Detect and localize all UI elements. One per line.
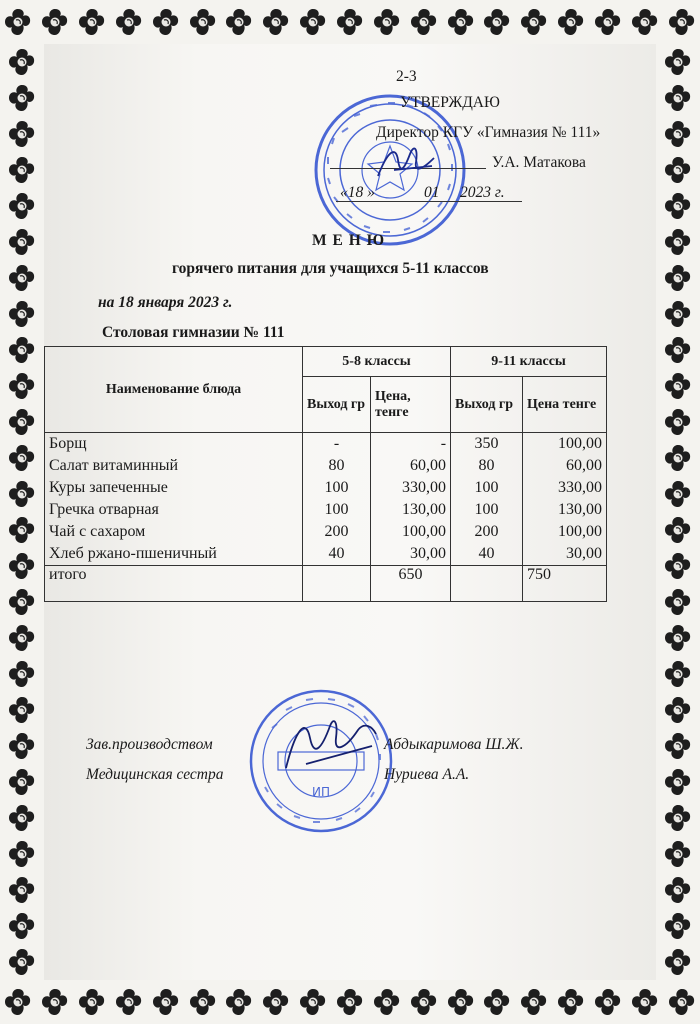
canteen-name: Столовая гимназии № 111	[102, 324, 285, 341]
ornament-icon	[442, 0, 479, 44]
approve-heading: УТВЕРЖДАЮ	[400, 94, 500, 111]
ornament-icon	[111, 0, 148, 44]
border-top	[0, 0, 700, 44]
yield-5-8-value: 40	[328, 545, 345, 562]
ornament-icon	[626, 0, 663, 44]
ornament-icon	[656, 188, 700, 224]
ornament-icon	[656, 80, 700, 116]
director-signature-icon	[374, 140, 444, 184]
manager-signature-icon	[276, 708, 386, 788]
yield-5-8-value: 200	[324, 523, 349, 540]
date-underline	[336, 201, 522, 202]
header-price-9-11: Цена тенге	[523, 377, 607, 433]
ornament-icon	[656, 800, 700, 836]
ornament-icon	[147, 980, 184, 1024]
ornament-icon	[0, 368, 44, 404]
ornament-icon	[656, 944, 700, 980]
ornament-icon	[656, 692, 700, 728]
border-right	[656, 44, 700, 980]
ornament-icon	[0, 836, 44, 872]
ornament-icon	[0, 800, 44, 836]
ornament-icon	[656, 224, 700, 260]
dish-column	[45, 433, 303, 566]
ornament-icon	[184, 0, 221, 44]
total-label: итого	[45, 566, 303, 602]
ornament-icon	[516, 0, 553, 44]
ornament-icon	[0, 764, 44, 800]
ornament-icon	[656, 512, 700, 548]
menu-date: на 18 января 2023 г.	[98, 294, 233, 311]
price-5-8-value: 30,00	[410, 545, 447, 562]
ornament-icon	[656, 584, 700, 620]
yield-9-11-value: 200	[474, 523, 499, 540]
ornament-icon	[37, 980, 74, 1024]
ornament-icon	[221, 0, 258, 44]
ornament-icon	[405, 980, 442, 1024]
ornament-icon	[0, 872, 44, 908]
ornament-icon	[479, 0, 516, 44]
ornament-icon	[656, 44, 700, 80]
header-group-9-11: 9-11 классы	[451, 347, 607, 377]
signature-role-1: Зав.производством	[86, 736, 213, 753]
ornament-icon	[0, 80, 44, 116]
menu-subtitle: горячего питания для учащихся 5-11 классов	[172, 260, 489, 277]
menu-title: М Е Н Ю	[312, 232, 386, 249]
ornament-icon	[663, 0, 700, 44]
ornament-icon	[405, 0, 442, 44]
ornament-icon	[0, 512, 44, 548]
dish-name: Хлеб ржано-пшеничный	[49, 545, 217, 562]
price-9-11-value: 100,00	[558, 435, 603, 452]
yield-9-11-value: 350	[474, 435, 499, 452]
total-9-11: 750	[523, 566, 607, 602]
approver-name: У.А. Матакова	[492, 154, 586, 171]
approver-position: Директор КГУ «Гимназия № 111»	[376, 124, 601, 141]
yield-9-11-value: 100	[474, 501, 499, 518]
ornament-icon	[656, 872, 700, 908]
ornament-icon	[626, 980, 663, 1024]
total-empty-a	[303, 566, 371, 602]
ornament-icon	[332, 0, 369, 44]
ornament-icon	[221, 980, 258, 1024]
ornament-icon	[656, 440, 700, 476]
price-9-11-value: 130,00	[558, 501, 603, 518]
ornament-icon	[656, 728, 700, 764]
ornament-icon	[0, 728, 44, 764]
price-5-8-value: 330,00	[402, 479, 447, 496]
yield-9-11-value: 100	[474, 479, 499, 496]
yield-5-8-column	[303, 433, 371, 566]
ornament-icon	[656, 152, 700, 188]
ornament-icon	[184, 980, 221, 1024]
ornament-icon	[258, 980, 295, 1024]
menu-table	[44, 346, 607, 602]
ornament-icon	[442, 980, 479, 1024]
ornament-icon	[0, 404, 44, 440]
ornament-icon	[656, 296, 700, 332]
signature-name-2: Нуриева А.А.	[384, 766, 470, 783]
ornament-icon	[0, 224, 44, 260]
ornament-icon	[656, 476, 700, 512]
signature-role-2: Медицинская сестра	[86, 766, 224, 783]
ornament-icon	[0, 260, 44, 296]
border-bottom	[0, 980, 700, 1024]
ornament-icon	[332, 980, 369, 1024]
ornament-icon	[663, 980, 700, 1024]
ornament-icon	[147, 0, 184, 44]
ornament-icon	[656, 908, 700, 944]
header-price-5-8: Цена, тенге	[371, 377, 451, 433]
ornament-icon	[295, 0, 332, 44]
price-5-8-column	[371, 433, 451, 566]
ornament-icon	[656, 656, 700, 692]
yield-9-11-column	[451, 433, 523, 566]
ornament-icon	[0, 296, 44, 332]
header-dish: Наименование блюда	[45, 347, 303, 433]
header-yield-9-11: Выход гр	[451, 377, 523, 433]
header-group-5-8: 5-8 классы	[303, 347, 451, 377]
price-9-11-value: 60,00	[566, 457, 603, 474]
dish-name: Гречка отварная	[49, 501, 159, 518]
dish-name: Чай с сахаром	[49, 523, 146, 540]
ornament-icon	[0, 692, 44, 728]
ornament-icon	[0, 152, 44, 188]
ornament-icon	[258, 0, 295, 44]
price-5-8-value: -	[440, 435, 447, 452]
ornament-icon	[0, 476, 44, 512]
yield-5-8-value: -	[333, 435, 340, 452]
ornament-icon	[553, 980, 590, 1024]
ornament-icon	[656, 368, 700, 404]
seal-ip-label: ИП	[312, 785, 330, 799]
yield-5-8-value: 100	[324, 479, 349, 496]
yield-5-8-value: 100	[324, 501, 349, 518]
ornament-icon	[590, 980, 627, 1024]
approval-date-day: «18 »	[340, 184, 375, 201]
dish-name: Куры запеченные	[49, 479, 168, 496]
ornament-icon	[553, 0, 590, 44]
ornament-icon	[0, 656, 44, 692]
ornament-icon	[0, 620, 44, 656]
ornament-icon	[0, 44, 44, 80]
ornament-icon	[0, 116, 44, 152]
approval-date-year: 2023 г.	[460, 184, 505, 201]
ornament-icon	[516, 980, 553, 1024]
ornament-icon	[0, 584, 44, 620]
ornament-icon	[0, 0, 37, 44]
price-5-8-value: 130,00	[402, 501, 447, 518]
document-page	[44, 44, 656, 980]
ornament-icon	[74, 980, 111, 1024]
ornament-icon	[656, 548, 700, 584]
price-5-8-value: 60,00	[410, 457, 447, 474]
ornament-icon	[0, 944, 44, 980]
ornament-icon	[0, 188, 44, 224]
ornament-icon	[0, 980, 37, 1024]
price-9-11-column	[523, 433, 607, 566]
yield-9-11-value: 80	[478, 457, 495, 474]
price-5-8-value: 100,00	[402, 523, 447, 540]
ornament-icon	[368, 980, 405, 1024]
ornament-icon	[656, 260, 700, 296]
ornament-icon	[0, 908, 44, 944]
dish-name: Салат витаминный	[49, 457, 179, 474]
header-yield-5-8: Выход гр	[303, 377, 371, 433]
ornament-icon	[295, 980, 332, 1024]
yield-9-11-value: 40	[478, 545, 495, 562]
price-9-11-value: 100,00	[558, 523, 603, 540]
total-5-8: 650	[371, 566, 451, 602]
ornament-icon	[37, 0, 74, 44]
ornament-icon	[0, 440, 44, 476]
approval-date-month: 01	[424, 184, 440, 201]
ornament-icon	[656, 116, 700, 152]
price-9-11-value: 30,00	[566, 545, 603, 562]
ornament-icon	[0, 548, 44, 584]
ornament-icon	[656, 620, 700, 656]
ornament-icon	[368, 0, 405, 44]
ornament-icon	[656, 836, 700, 872]
ornament-icon	[111, 980, 148, 1024]
price-9-11-value: 330,00	[558, 479, 603, 496]
ornament-icon	[656, 332, 700, 368]
ornament-icon	[0, 332, 44, 368]
border-left	[0, 44, 44, 980]
ornament-icon	[656, 404, 700, 440]
yield-5-8-value: 80	[328, 457, 345, 474]
ornament-icon	[479, 980, 516, 1024]
ornament-icon	[656, 764, 700, 800]
total-empty-b	[451, 566, 523, 602]
page-code: 2-3	[396, 68, 417, 85]
signature-name-1: Абдыкаримова Ш.Ж.	[384, 736, 524, 753]
dish-name: Борщ	[49, 435, 87, 452]
ornament-icon	[590, 0, 627, 44]
ornament-icon	[74, 0, 111, 44]
